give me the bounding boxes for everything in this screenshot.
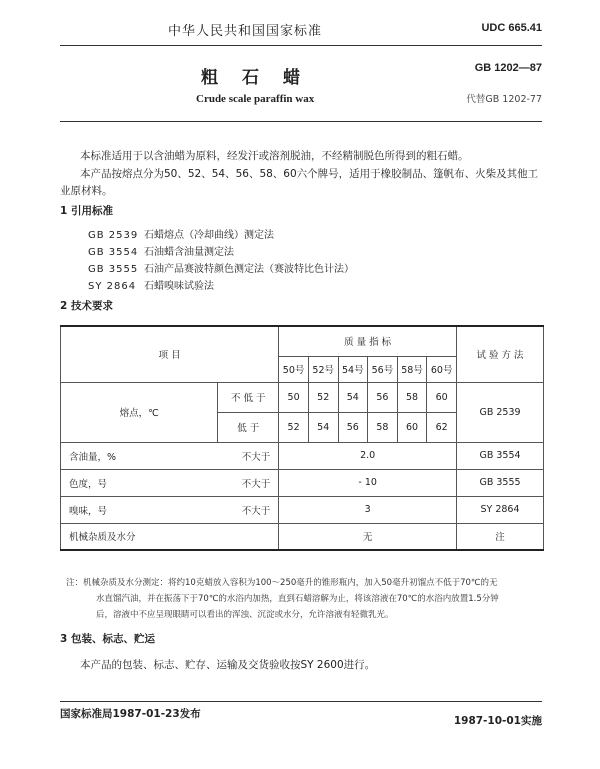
- melting-min-value: 56: [368, 382, 398, 412]
- oil-content-label: 含油量，%: [61, 442, 218, 469]
- grade-header: 60号: [427, 356, 457, 382]
- impurities-value: 无: [279, 523, 457, 550]
- melting-max-value: 62: [427, 412, 457, 442]
- title-chinese: 粗石蜡: [201, 68, 324, 88]
- table-note: [66, 575, 544, 623]
- grade-header: 52号: [308, 356, 338, 382]
- odor-label: 嗅味，号: [61, 496, 218, 523]
- col-header-quality: 质 量 指 标: [279, 326, 457, 356]
- color-limit: 不大于: [218, 469, 279, 496]
- note-line-2: 水直馏汽油，并在振荡下于70℃的水浴内加热，直到石蜡溶解为止，将该溶液在70℃的水浴内放置1.5分钟: [96, 594, 499, 604]
- intro-paragraph-2: 本产品按熔点分为50、52、54、56、58、60六个牌号，适用于橡胶制品、篷帆布、火柴及其他工业原材料。: [60, 168, 539, 197]
- color-method: GB 3555: [457, 469, 544, 496]
- gb-number: GB 1202—87: [474, 62, 542, 74]
- reference-title: 石油蜡含油量测定法: [144, 247, 234, 258]
- country-standard-title: 中华人民共和国国家标准: [168, 24, 323, 39]
- melting-min-value: 54: [338, 382, 368, 412]
- reference-title: 石油产品赛波特颜色测定法（赛波特比色计法）: [144, 264, 354, 275]
- odor-limit: 不大于: [218, 496, 279, 523]
- reference-code: SY 2864: [88, 281, 137, 292]
- intro-paragraph-1: 本标准适用于以含油蜡为原料，经发汗或溶剂脱油，不经精制脱色所得到的粗石蜡。: [80, 150, 469, 162]
- reference-item: [88, 260, 354, 275]
- col-header-method: 试 验 方 法: [457, 326, 544, 382]
- note-line-1: 注：机械杂质及水分测定：将约10克蜡放入容积为100～250毫升的锥形瓶内，加入50毫升初馏点不低于70℃的无: [66, 578, 498, 588]
- color-value: - 10: [279, 469, 457, 496]
- reference-title: 石蜡熔点（冷却曲线）测定法: [144, 230, 274, 241]
- melting-max-value: 56: [338, 412, 368, 442]
- impurities-limit: [218, 523, 279, 550]
- melting-point-label: 熔点，℃: [61, 382, 218, 442]
- oil-content-limit: 不大于: [218, 442, 279, 469]
- section-2-heading: 2 技术要求: [60, 300, 113, 312]
- reference-code: GB 2539: [88, 230, 139, 241]
- header-divider: [60, 45, 542, 46]
- below-label: 低 于: [218, 412, 279, 442]
- melting-min-value: 58: [397, 382, 427, 412]
- grade-header: 54号: [338, 356, 368, 382]
- oil-content-method: GB 3554: [457, 442, 544, 469]
- col-header-item: 项 目: [61, 326, 279, 382]
- impurities-label: 机械杂质及水分: [61, 523, 218, 550]
- section-3-text: 本产品的包装、标志、贮存、运输及交货验收按SY 2600进行。: [80, 659, 376, 671]
- section-3-heading: 3 包装、标志、贮运: [60, 633, 155, 645]
- melting-max-value: 52: [279, 412, 309, 442]
- approval-date: 国家标准局1987-01-23发布: [60, 708, 201, 720]
- melting-max-value: 54: [308, 412, 338, 442]
- section-1-heading: 1 引用标准: [60, 205, 113, 217]
- grade-header: 50号: [279, 356, 309, 382]
- reference-item: [88, 243, 234, 258]
- reference-item: [88, 277, 214, 292]
- udc-number: UDC 665.41: [481, 22, 542, 34]
- not-below-label: 不 低 于: [218, 382, 279, 412]
- replaces-standard: 代替GB 1202-77: [466, 94, 542, 105]
- melting-method: GB 2539: [457, 382, 544, 442]
- note-line-3: 后，溶液中不应呈现眼睛可以看出的浑浊、沉淀或水分，允许溶液有轻微乳光。: [96, 610, 394, 620]
- oil-content-value: 2.0: [279, 442, 457, 469]
- effective-date: 1987-10-01实施: [453, 715, 542, 727]
- title-divider: [60, 121, 542, 122]
- grade-header: 56号: [368, 356, 398, 382]
- melting-min-value: 52: [308, 382, 338, 412]
- melting-max-value: 60: [397, 412, 427, 442]
- odor-method: SY 2864: [457, 496, 544, 523]
- reference-item: [88, 226, 274, 241]
- odor-value: 3: [279, 496, 457, 523]
- reference-code: GB 3554: [88, 247, 139, 258]
- color-label: 色度，号: [61, 469, 218, 496]
- title-english: Crude scale paraffin wax: [196, 93, 315, 105]
- melting-min-value: 60: [427, 382, 457, 412]
- footer-divider: [60, 701, 542, 702]
- reference-code: GB 3555: [88, 264, 139, 275]
- grade-header: 58号: [397, 356, 427, 382]
- melting-max-value: 58: [368, 412, 398, 442]
- impurities-method: 注: [457, 523, 544, 550]
- technical-requirements-table: [60, 325, 544, 551]
- melting-min-value: 50: [279, 382, 309, 412]
- reference-title: 石蜡嗅味试验法: [144, 281, 214, 292]
